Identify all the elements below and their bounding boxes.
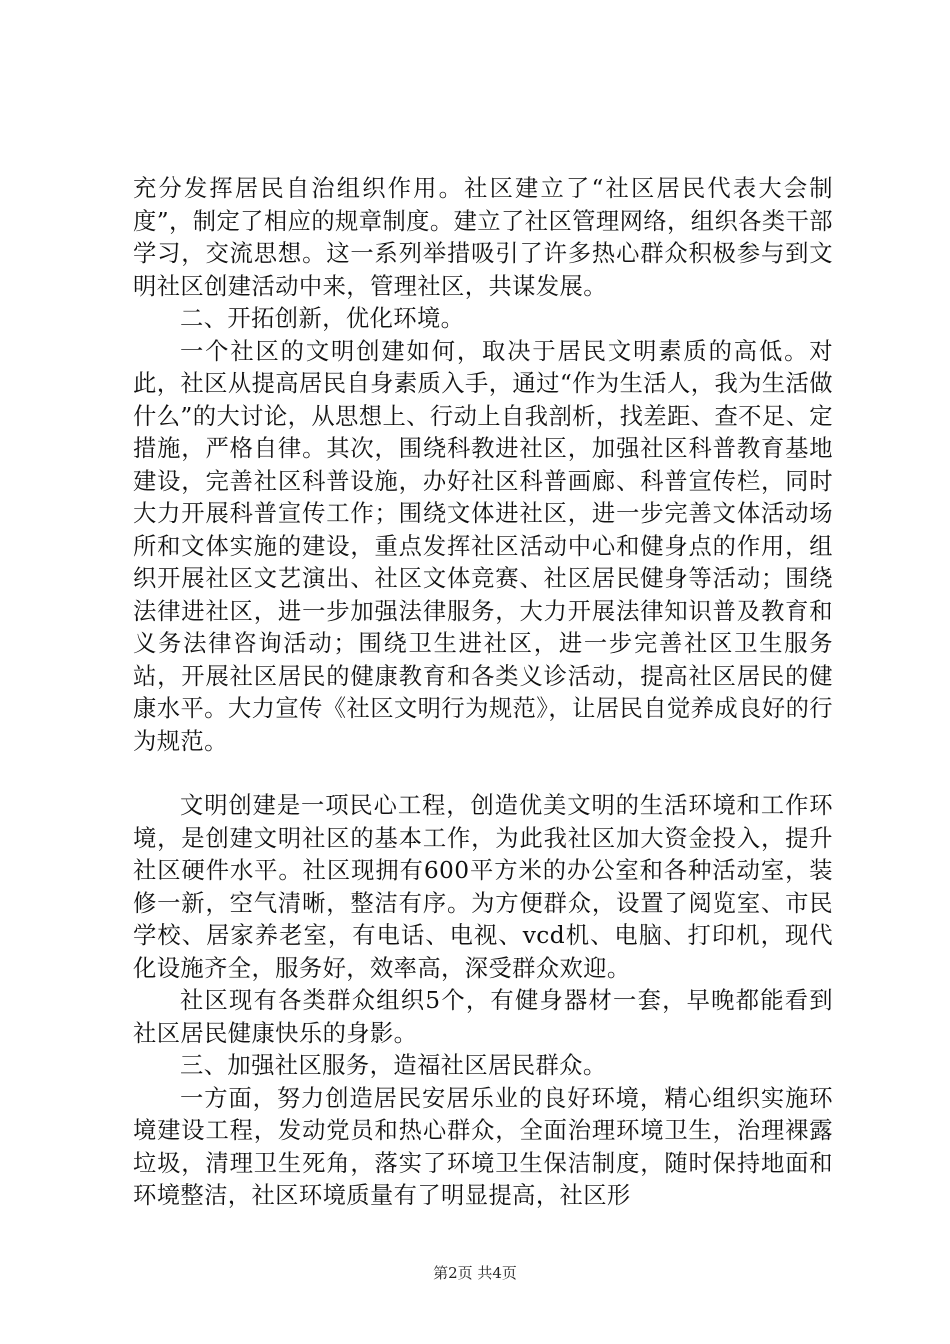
section-heading-innovation: 二、开拓创新，优化环境。 xyxy=(180,305,465,332)
paragraph-civility-quality: 一个社区的文明创建如何，取决于居民文明素质的高低。对此，社区从提高居民自身素质入手，通过“作为生活人，我为生活做什么”的大讨论，从思想上、行动上自我剖析，找差距、查不足、定措施，严格自律。其次，围绕科教进社区，加强社区科普教育基地建设，完善社区科普设施，办好社区科普画廊、科普宣传栏，同时大力开展科普宣传工作；围绕文体进社区，进一步完善文体活动场所和文体实施的建设，重点发挥社区活动中心和健身点的作用，组织开展社区文艺演出、社区文体竞赛、社区居民健身等活动；围绕法律进社区，进一步加强法律服务，大力开展法律知识普及教育和义务法律咨询活动；围绕卫生进社区，进一步完善社区卫生服务站，开展社区居民的健康教育和各类义诊活动，提高社区居民的健康水平。大力宣传《社区文明行为规范》，让居民自觉养成良好的行为规范。 xyxy=(133,337,833,755)
paragraph-spacer xyxy=(133,758,833,790)
paragraph-self-governance: 充分发挥居民自治组织作用。社区建立了“社区居民代表大会制度”，制定了相应的规章制度。建立了社区管理网络，组织各类干部学习，交流思想。这一系列举措吸引了许多热心群众积极参与到文明社区创建活动中来，管理社区，共谋发展。 xyxy=(133,175,833,300)
paragraph-mass-organizations: 社区现有各类群众组织5个，有健身器材一套，早晚都能看到社区居民健康快乐的身影。 xyxy=(133,987,833,1047)
section-heading-services: 三、加强社区服务，造福社区居民群众。 xyxy=(180,1052,607,1079)
document-body xyxy=(133,173,833,1213)
paragraph-hardware-investment: 文明创建是一项民心工程，创造优美文明的生活环境和工作环境，是创建文明社区的基本工作，为此我社区加大资金投入，提升社区硬件水平。社区现拥有600平方米的办公室和各种活动室，装修一新，空气清晰，整洁有序。为方便群众，设置了阅览室、市民学校、居家养老室，有电话、电视、vcd机、电脑、打印机，现代化设施齐全，服务好，效率高，深受群众欢迎。 xyxy=(133,792,833,982)
paragraph-environment: 一方面，努力创造居民安居乐业的良好环境，精心组织实施环境建设工程，发动党员和热心群众，全面治理环境卫生，治理裸露垃圾，清理卫生死角，落实了环境卫生保洁制度，随时保持地面和环境整洁，社区环境质量有了明显提高，社区形 xyxy=(133,1084,833,1209)
page-number-footer: 第2页 共4页 xyxy=(433,1264,517,1282)
